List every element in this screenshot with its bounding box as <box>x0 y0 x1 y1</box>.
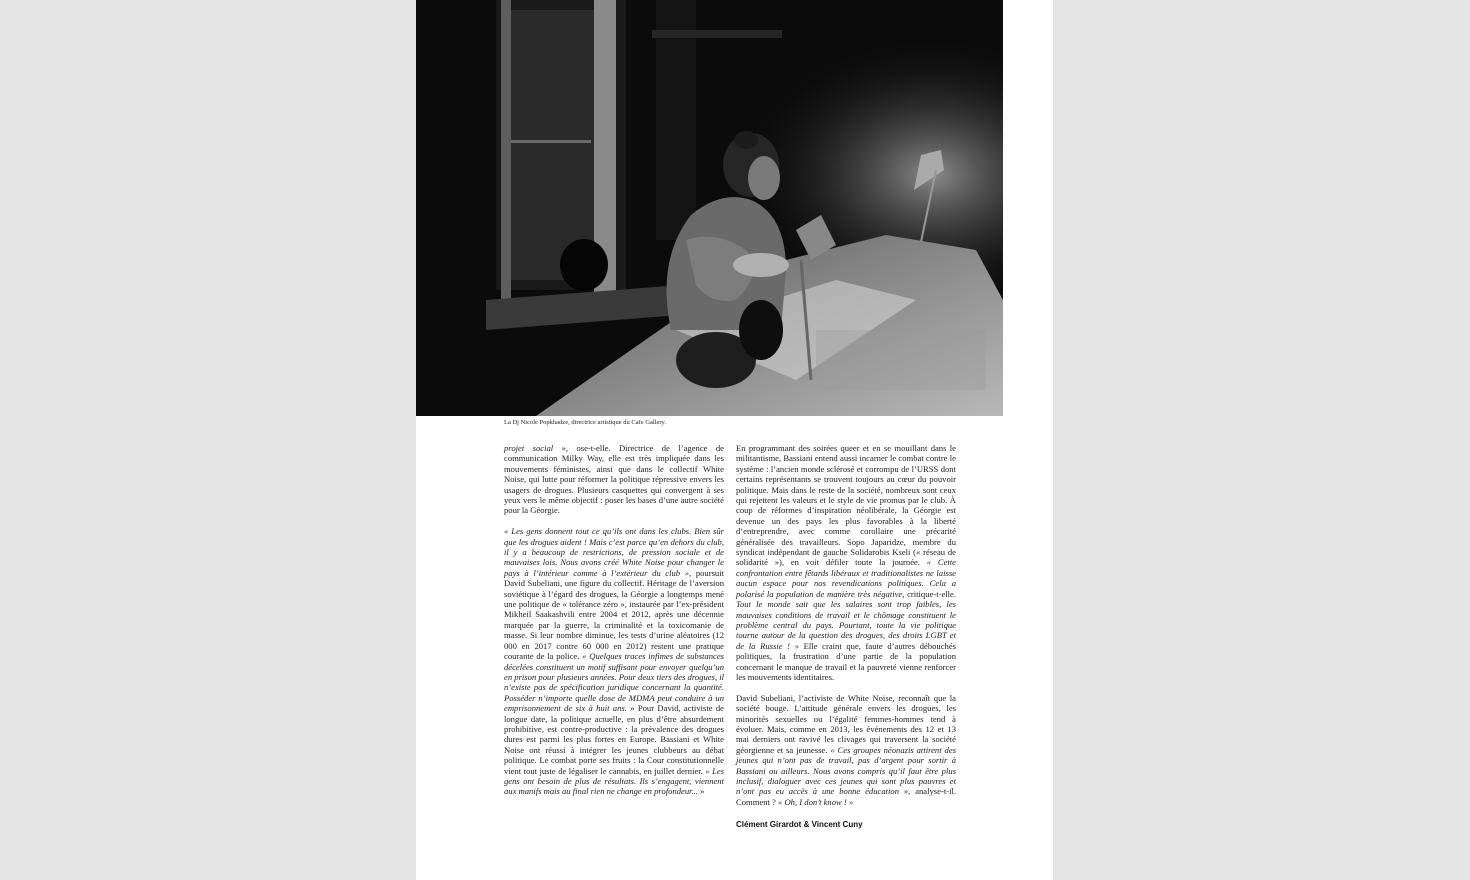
paragraph-text: » Pour David, activiste de longue date, la politique actuelle, en plus d’être absurdement prohibitive, est contre-productive : la prévalence des drogues dures est parmi les plus fortes en Europe. Bassiani et White Noise ont réussi à intégrer les jeunes clubbeurs au débat politique. Le combat porte ses fruits : la Cour constitutionnelle vient tout juste de légaliser le cannabis, en juillet dernier. <box>504 703 724 776</box>
quote-text: « Les gens donnent tout ce qu’ils ont dans les clubs. Bien sûr que les drogues aident ! Mais c’est parce qu’en dehors du club, il y a beaucoup de restrictions, de pression sociale et de mauvaises lois. Nous avons créé White Noise pour changer le pays à l’intérieur comme à l’extérieur du club » <box>504 526 724 578</box>
paragraph-text: , poursuit David Subeliani, une figure du collectif. Héritage de l’aversion soviétique à l’égard des drogues, la Géorgie a longtemps mené une politique de « tolérance zéro », instaurée par l’ex-président Mikheil Saakashvili entre 2004 et 2012, après une décennie marquée par la guerre, la criminalité et la toxicomanie de masse. Si leur nombre diminue, les tests d’urine aléatoires (12 000 en 2017 contre 60 000 en 2012) restent une pratique courante de la police. <box>504 567 724 662</box>
paragraph-text: », ose-t-elle. Directrice de l’agence de communication Milky Way, elle est très impliquée dans les mouvements féministes, ainsi que dans le collectif White Noise, qui lutte pour réformer la politique répressive envers les usagers de drogues. Plusieurs casquettes qui convergent à ses yeux vers le même objectif : poser les bases d’une autre société pour la Géorgie. <box>504 443 724 516</box>
paragraph-text: critique-t-elle. <box>904 588 956 599</box>
quote-text: « Cette confrontation entre fêtards libéraux et traditionalistes ne laisse aucun espace pour nos revendications politiques. Cela a polarisé la population de manière très négative, <box>736 557 956 599</box>
article-column-left <box>504 443 724 807</box>
article-paragraph <box>736 693 956 807</box>
quote-text: « Quelques traces infimes de substances décelées constituent un motif suffisant pour envoyer quelqu’un en prison pour plusieurs années. Pour deux tiers des drogues, il n’existe pas de spécification juridique concernant la quantité. Posséder n’importe quelle dose de MDMA peut conduire à un emprisonnement de six à huit ans. <box>504 651 725 714</box>
italic-text: projet social <box>504 443 554 453</box>
paragraph-text: En programmant des soirées queer et en se mouillant dans le militantisme, Bassiani entend aussi incarner le combat contre le système : l’ancien monde sclérosé et corrompu de l’URSS dont certains représentants se trouvent toujours au cœur du pouvoir politique. Mais dans le reste de la société, nombreux sont ceux qui rejettent les valeurs et le style de vie promus par le club. À coup de réformes d’inspiration néolibérale, la Géorgie est devenue un des pays les plus favorables à la liberté d’entreprendre, avec comme corollaire une précarité généralisée des travailleurs. Sopo Japaridze, membre du syndicat indépendant de gauche Solidarobis Kseli (« réseau de solidarité »), en voit défiler toute la journée. <box>736 443 956 568</box>
quote-text: « Ces groupes néonazis attirent des jeunes qui n’ont pas de travail, pas d’argent pour sortir à Bassiani ou ailleurs. Nous avons compris qu’il faut être plus inclusif, dialoguer avec ces jeunes qui sont plus pauvres et n’ont pas eu accès à une bonne éducation <box>736 744 956 797</box>
quote-text: « Les gens ont besoin de plus de résultats. Ils s’engagent, viennent aux manifs mais au final rien ne change en profondeur... <box>504 765 725 797</box>
article-photo <box>416 0 1003 416</box>
article-paragraph <box>736 443 956 682</box>
article-paragraph <box>504 526 724 797</box>
magazine-page <box>416 0 1053 880</box>
dj-photo-illustration <box>416 0 1003 416</box>
article-paragraph <box>504 443 724 516</box>
paragraph-text: » <box>697 786 705 797</box>
photo-caption: La Dj Nicole Popkhadze, directrice artistique du Cafe Gallery. <box>504 419 667 426</box>
article-column-right <box>736 443 956 818</box>
paragraph-text: Elle craint que, faute d’autres débouchés politiques, la frustration d’une partie de la population concernant le manque de travail et la pauvreté vienne renforcer les mouvements identitaires. <box>736 640 956 682</box>
paragraph-text: », analyse-t-il. Comment ? <box>736 786 956 807</box>
quote-text: Tout le monde sait que les salaires sont trop faibles, les mauvaises conditions de travail et le chômage constituent le problème central du pays. Pourtant, toute la vie politique tourne autour de la question des drogues, des droits LGBT et de la Russie ! » <box>736 599 956 651</box>
quote-text: « Oh, I don’t know ! » <box>778 796 854 807</box>
article-byline: Clément Girardot & Vincent Cuny <box>736 820 863 829</box>
paragraph-text: David Subeliani, l’activiste de White Noise, reconnaît que la société bouge. L’attitude générale envers les drogues, les minorités sexuelles ou l’égalité femmes-hommes tend à évoluer. Mais, comme en 2013, les événements des 12 et 13 mai derniers ont ravivé les clivages qui traversent la société géorgienne et sa jeunesse. <box>736 692 956 755</box>
